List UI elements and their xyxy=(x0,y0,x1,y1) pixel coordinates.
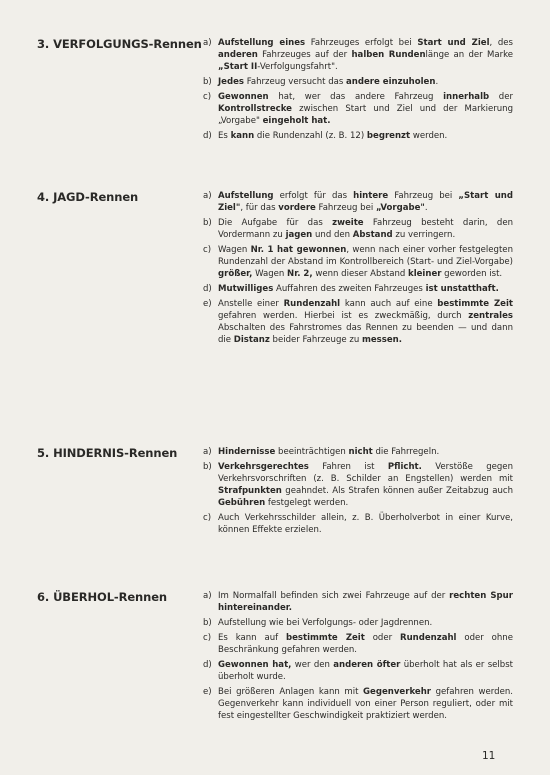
body-text: länge an der Marke xyxy=(425,50,513,60)
body-text: werden. xyxy=(410,131,448,141)
body-text: die Rundenzahl (z. B. 12) xyxy=(254,131,367,141)
body-text: gefahren werden. Hierbei ist es zweckmäßig, durch xyxy=(218,311,469,321)
body-text: zwischen Start und Ziel und der Markierung „Vorgabe" xyxy=(218,104,513,126)
body-text: -Verfolgungsfahrt". xyxy=(257,62,338,72)
bold-text: Strafpunkten xyxy=(218,486,282,496)
bold-text: eingeholt hat. xyxy=(262,116,331,126)
body-text: Wagen xyxy=(218,245,251,255)
body-text: wenn dieser Abstand xyxy=(312,269,409,279)
body-text: Fahrzeug bei xyxy=(388,191,459,201)
bold-text: bestimmte Zeit xyxy=(437,299,513,309)
list-item xyxy=(203,686,513,722)
bold-text: Aufstellung xyxy=(218,191,274,201)
body-text: . xyxy=(424,203,428,213)
bold-text: zentrales xyxy=(468,311,513,321)
body-text: Auffahren des zweiten Fahrzeuges xyxy=(273,284,426,294)
bold-text: Nr. 1 hat gewonnen xyxy=(250,245,347,255)
item-label: d) xyxy=(203,284,212,294)
bold-text: anderen öfter xyxy=(333,660,401,670)
bold-text: Pflicht. xyxy=(387,462,422,472)
item-label: c) xyxy=(203,513,212,523)
list-item xyxy=(203,217,513,241)
item-label: a) xyxy=(203,191,212,201)
list-item xyxy=(203,190,513,214)
body-text: zu verringern. xyxy=(392,230,456,240)
item-list xyxy=(203,446,513,539)
bold-text: vordere xyxy=(278,203,316,213)
body-text: geahndet. Als Strafen können außer Zeitabzug auch xyxy=(281,486,513,496)
bold-text: Aufstellung eines xyxy=(218,38,306,48)
bold-text: Jedes xyxy=(218,77,244,87)
body-text: Fahrzeuges auf der xyxy=(257,50,352,60)
list-item xyxy=(203,461,513,509)
body-text: Anstelle einer xyxy=(218,299,284,309)
body-text: . xyxy=(435,77,439,87)
item-list xyxy=(203,190,513,349)
body-text: Abschalten des Fahrstromes das Rennen zu beenden — und dann die xyxy=(218,323,513,345)
body-text: und den xyxy=(312,230,353,240)
body-text: Fahren ist xyxy=(308,462,388,472)
body-text: Es xyxy=(218,131,231,141)
bold-text: anderen xyxy=(218,50,258,60)
body-text: wer den xyxy=(291,660,334,670)
bold-text: nicht xyxy=(348,447,373,457)
bold-text: „Start II xyxy=(218,62,258,72)
item-list xyxy=(203,590,513,725)
body-text: kann auch auf eine xyxy=(340,299,438,309)
list-item xyxy=(203,76,513,88)
bold-text: zweite xyxy=(332,218,364,228)
section-title: 6. ÜBERHOL-Rennen xyxy=(37,590,168,604)
bold-text: Rundenzahl xyxy=(283,299,341,309)
list-item xyxy=(203,446,513,458)
section-title: 5. HINDERNIS-Rennen xyxy=(37,446,178,460)
body-text: beider Fahrzeuge zu xyxy=(269,335,362,345)
item-label: e) xyxy=(203,687,212,697)
bold-text: Nr. 2, xyxy=(287,269,313,279)
list-item xyxy=(203,632,513,656)
bold-text: kleiner xyxy=(408,269,442,279)
bold-text: rechten Spur hintereinander. xyxy=(218,591,513,613)
item-label: b) xyxy=(203,218,212,228)
body-text: Es kann auf xyxy=(218,633,286,643)
item-label: b) xyxy=(203,618,212,628)
bold-text: „Start und Ziel" xyxy=(218,191,513,213)
list-item xyxy=(203,37,513,73)
body-text: hat, wer das andere Fahrzeug xyxy=(268,92,444,102)
list-item xyxy=(203,617,513,629)
item-label: e) xyxy=(203,299,212,309)
list-item xyxy=(203,244,513,280)
body-text: Auch Verkehrsschilder allein, z. B. Überholverbot in einer Kurve, können Effekte erzielen. xyxy=(218,513,513,535)
bold-text: halben Runden xyxy=(351,50,426,60)
item-label: d) xyxy=(203,131,212,141)
body-text: die Fahrregeln. xyxy=(372,447,440,457)
bold-text: Abstand xyxy=(352,230,393,240)
body-text: beeinträchtigen xyxy=(275,447,349,457)
body-text: Fahrzeuges erfolgt bei xyxy=(305,38,418,48)
bold-text: Distanz xyxy=(233,335,270,345)
list-item xyxy=(203,298,513,346)
item-label: c) xyxy=(203,633,212,643)
body-text: oder ohne Beschränkung gefahren werden. xyxy=(218,633,513,655)
item-label: d) xyxy=(203,660,212,670)
list-item xyxy=(203,590,513,614)
list-item xyxy=(203,659,513,683)
bold-text: Mutwilliges xyxy=(218,284,274,294)
item-label: b) xyxy=(203,462,212,472)
item-list xyxy=(203,37,513,145)
bold-text: begrenzt xyxy=(366,131,411,141)
body-text: oder xyxy=(364,633,400,643)
bold-text: ist unstatthaft. xyxy=(425,284,499,294)
section-title: 3. VERFOLGUNGS-Rennen xyxy=(37,37,202,51)
bold-text: Gegenverkehr xyxy=(363,687,431,697)
bold-text: bestimmte Zeit xyxy=(285,633,365,643)
body-text: gefahren werden. Gegenverkehr kann individuell von einer Person reguliert, oder mit fest eingestellter Geschwindigkeit praktiziert werden. xyxy=(218,687,513,721)
bold-text: innerhalb xyxy=(443,92,490,102)
body-text: der xyxy=(489,92,513,102)
bold-text: größer, xyxy=(218,269,253,279)
body-text: Verstöße gegen Verkehrsvorschriften (z. B. Schilder an Engstellen) werden mit xyxy=(218,462,513,484)
item-label: c) xyxy=(203,92,212,102)
bold-text: Rundenzahl xyxy=(399,633,457,643)
body-text: , des xyxy=(489,38,513,48)
bold-text: Gebühren xyxy=(218,498,266,508)
item-label: c) xyxy=(203,245,212,255)
bold-text: hintere xyxy=(353,191,389,201)
list-item xyxy=(203,130,513,142)
body-text: Fahrzeug besteht darin, den Vordermann zu xyxy=(218,218,513,240)
item-label: a) xyxy=(203,447,212,457)
bold-text: Gewonnen hat, xyxy=(218,660,292,670)
bold-text: Gewonnen xyxy=(218,92,269,102)
body-text: Im Normalfall befinden sich zwei Fahrzeuge auf der xyxy=(218,591,450,601)
body-text: Die Aufgabe für das xyxy=(218,218,333,228)
body-text: , wenn nach einer vorher festgelegten Rundenzahl der Abstand im Kontrollbereich (Start- und Ziel-Vorgabe) xyxy=(218,245,513,267)
body-text: , für das xyxy=(240,203,279,213)
bold-text: Verkehrsgerechtes xyxy=(218,462,309,472)
item-label: a) xyxy=(203,591,212,601)
body-text: geworden ist. xyxy=(441,269,503,279)
body-text: Fahrzeug versucht das xyxy=(243,77,347,87)
body-text: festgelegt werden. xyxy=(265,498,349,508)
body-text: erfolgt für das xyxy=(273,191,354,201)
body-text: Wagen xyxy=(252,269,288,279)
bold-text: „Vorgabe" xyxy=(375,203,425,213)
bold-text: Hindernisse xyxy=(218,447,276,457)
bold-text: jagen xyxy=(285,230,313,240)
list-item xyxy=(203,91,513,127)
body-text: überholt hat als er selbst überholt wurde. xyxy=(218,660,514,682)
bold-text: Start und Ziel xyxy=(417,38,490,48)
bold-text: andere einzuholen xyxy=(346,77,436,87)
page-number: 11 xyxy=(482,750,496,762)
bold-text: Kontrollstrecke xyxy=(218,104,292,114)
list-item xyxy=(203,283,513,295)
section-title: 4. JAGD-Rennen xyxy=(37,190,139,204)
list-item xyxy=(203,512,513,536)
bold-text: messen. xyxy=(361,335,402,345)
item-label: b) xyxy=(203,77,212,87)
bold-text: kann xyxy=(230,131,255,141)
body-text: Aufstellung wie bei Verfolgungs- oder Jagdrennen. xyxy=(218,618,433,628)
body-text: Fahrzeug bei xyxy=(315,203,376,213)
body-text: Bei größeren Anlagen kann mit xyxy=(218,687,364,697)
item-label: a) xyxy=(203,38,212,48)
